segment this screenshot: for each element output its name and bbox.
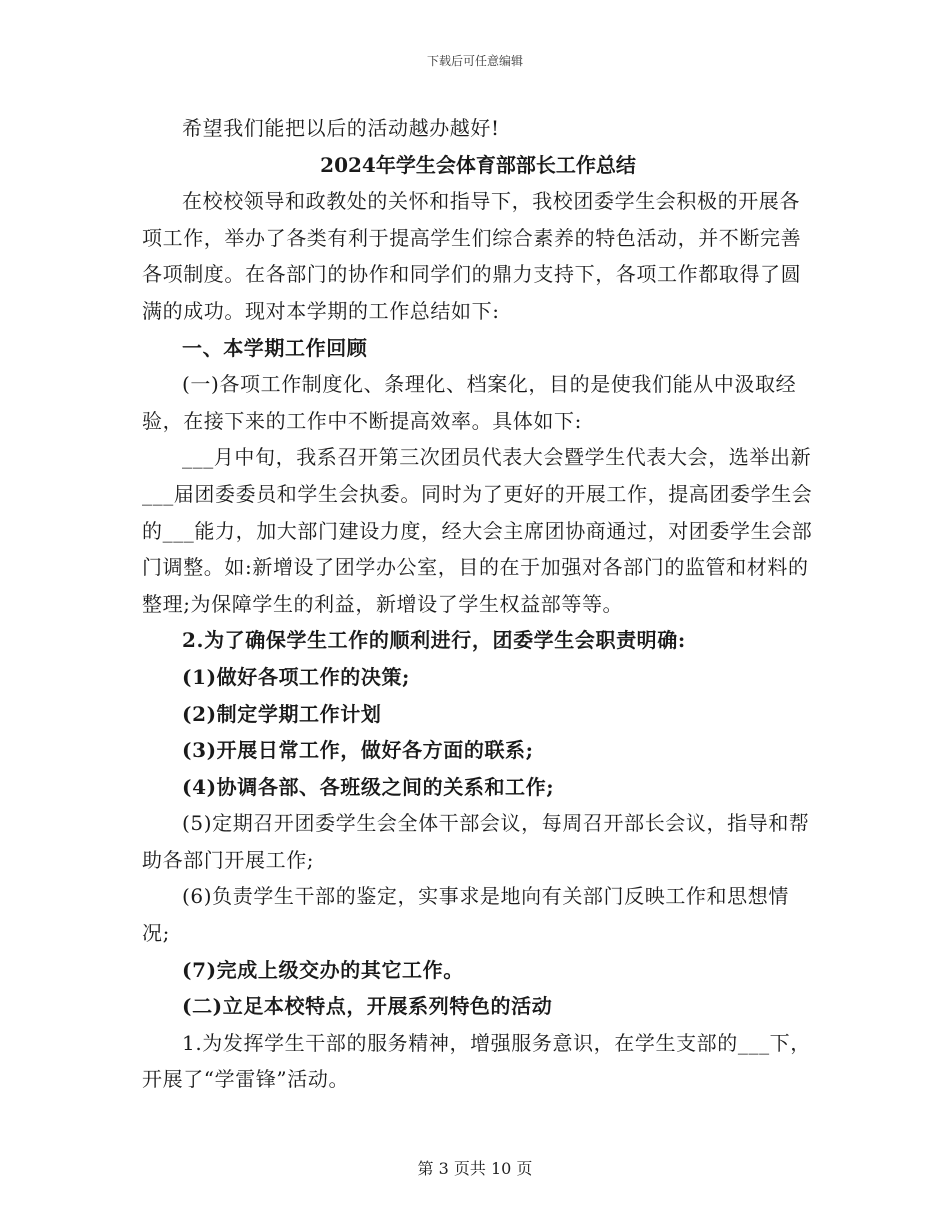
- duty-item-3: (3)开展日常工作，做好各方面的联系;: [182, 738, 534, 763]
- paragraph-closing-wish: 希望我们能把以后的活动越办越好!: [182, 116, 500, 140]
- section-heading-review: 一、本学期工作回顾: [182, 335, 368, 360]
- document-body: [142, 110, 814, 1098]
- duty-item-6: (6)负责学生干部的鉴定，实事求是地向有关部门反映工作和思想情况;: [142, 884, 789, 946]
- duty-item-5: (5)定期召开团委学生会全体干部会议，每周召开部长会议，指导和帮助各部门开展工作;: [142, 811, 810, 872]
- page-footer: 第 3 页共 10 页: [417, 1159, 533, 1178]
- item-duties-heading: 2.为了确保学生工作的顺利进行，团委学生会职责明确:: [182, 628, 686, 653]
- section-heading-activities: (二)立足本校特点，开展系列特色的活动: [182, 994, 553, 1019]
- paragraph-lei-feng: 1.为发挥学生干部的服务精神，增强服务意识，在学生支部的___下，开展了“学雷锋”活动。: [142, 1030, 811, 1092]
- paragraph-subsection-one: (一)各项工作制度化、条理化、档案化，目的是使我们能从中汲取经验，在接下来的工作中不断提高效率。具体如下:: [142, 372, 797, 433]
- document-title: 2024年学生会体育部部长工作总结: [320, 152, 636, 177]
- page-header: 下载后可任意编辑: [426, 54, 523, 68]
- duty-item-1: (1)做好各项工作的决策;: [182, 664, 411, 689]
- duty-item-4: (4)协调各部、各班级之间的关系和工作;: [182, 774, 555, 799]
- paragraph-congress: ___月中旬，我系召开第三次团员代表大会暨学生代表大会，选举出新___届团委委员和学生会执委。同时为了更好的开展工作，提高团委学生会的___能力，加大部门建设力度，经大会主席团协商通过，对团委学生会部门调整。如:新增设了团学办公室，目的在于加强对各部门的监管和材料的整理;为保障学生的利益，新增设了学生权益部等等。: [142, 445, 813, 616]
- paragraph-intro: 在校校领导和政教处的关怀和指导下，我校团委学生会积极的开展各项工作，举办了各类有利于提高学生们综合素养的特色活动，并不断完善各项制度。在各部门的协作和同学们的鼎力支持下，各项工作都取得了圆满的成功。现对本学期的工作总结如下:: [142, 189, 802, 323]
- duty-item-7: (7)完成上级交办的其它工作。: [182, 957, 464, 982]
- duty-item-2: (2)制定学期工作计划: [182, 701, 382, 726]
